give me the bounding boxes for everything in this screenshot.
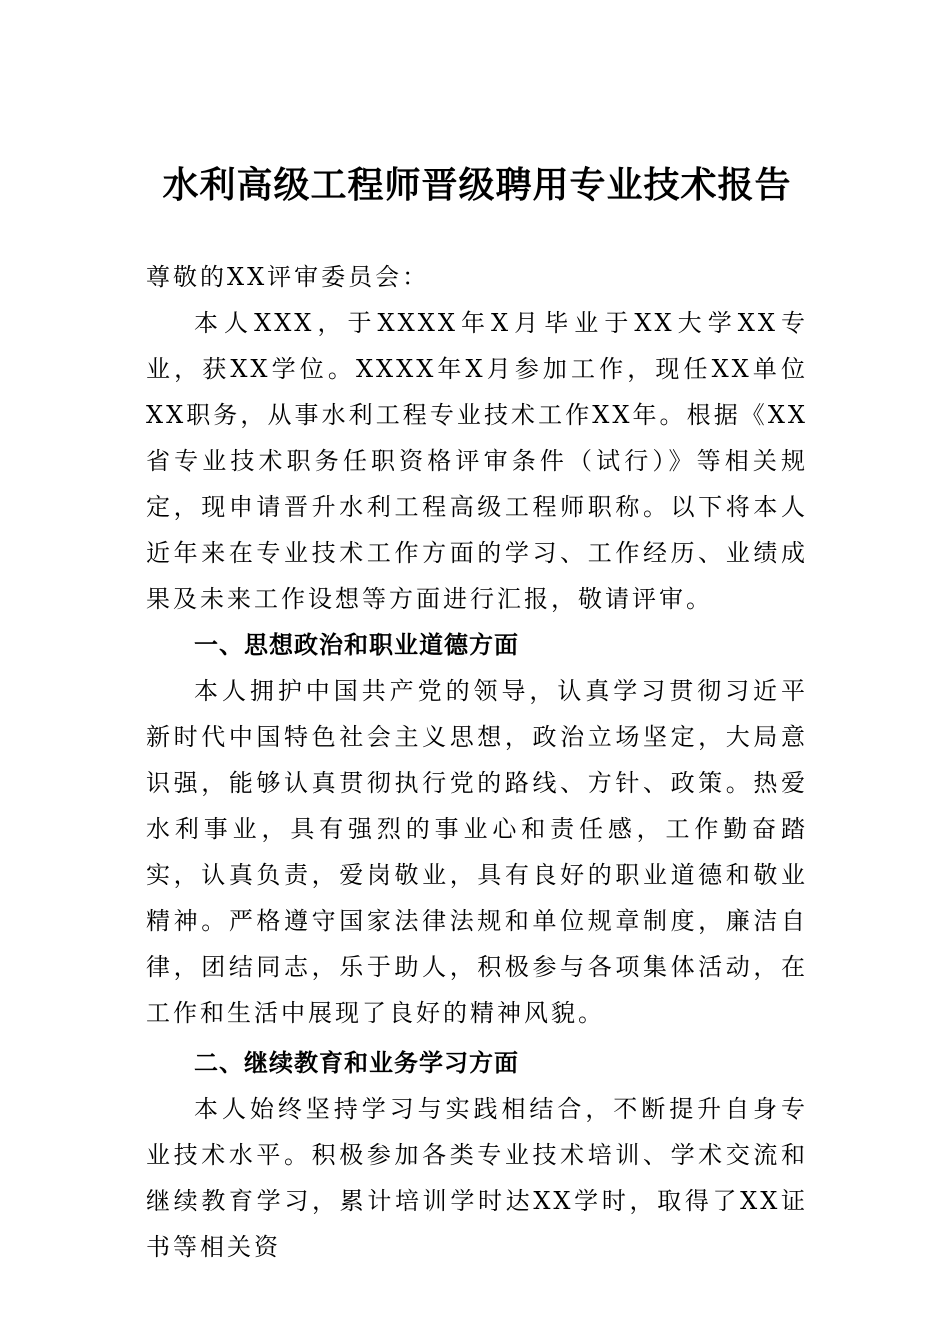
section-heading-ideology: 一、思想政治和职业道德方面 bbox=[194, 631, 519, 659]
section-heading-education: 二、继续教育和业务学习方面 bbox=[194, 1049, 519, 1077]
section-paragraph-ideology: 本人拥护中国共产党的领导，认真学习贯彻习近平新时代中国特色社会主义思想，政治立场坚定，大局意识强，能够认真贯彻执行党的路线、方针、政策。热爱水利事业，具有强烈的事业心和责任感，工作勤奋踏实，认真负责，爱岗敬业，具有良好的职业道德和敬业精神。严格遵守国家法律法规和单位规章制度，廉洁自律，团结同志，乐于助人，积极参与各项集体活动，在工作和生活中展现了良好的精神风貌。 bbox=[146, 677, 808, 1027]
intro-paragraph: 本人XXX，于XXXX年X月毕业于XX大学XX专业，获XX学位。XXXX年X月参加工作，现任XX单位XX职务，从事水利工程专业技术工作XX年。根据《XX省专业技术职务任职资格评审条件（试行）》等相关规定，现申请晋升水利工程高级工程师职称。以下将本人近年来在专业技术工作方面的学习、工作经历、业绩成果及未来工作设想等方面进行汇报，敬请评审。 bbox=[146, 309, 808, 613]
document-body bbox=[146, 254, 808, 1270]
document-title: 水利高级工程师晋级聘用专业技术报告 bbox=[162, 164, 792, 206]
section-paragraph-education: 本人始终坚持学习与实践相结合，不断提升自身专业技术水平。积极参加各类专业技术培训、学术交流和继续教育学习，累计培训学时达XX学时，取得了XX证书等相关资 bbox=[146, 1095, 808, 1261]
salutation: 尊敬的XX评审委员会： bbox=[146, 263, 430, 291]
